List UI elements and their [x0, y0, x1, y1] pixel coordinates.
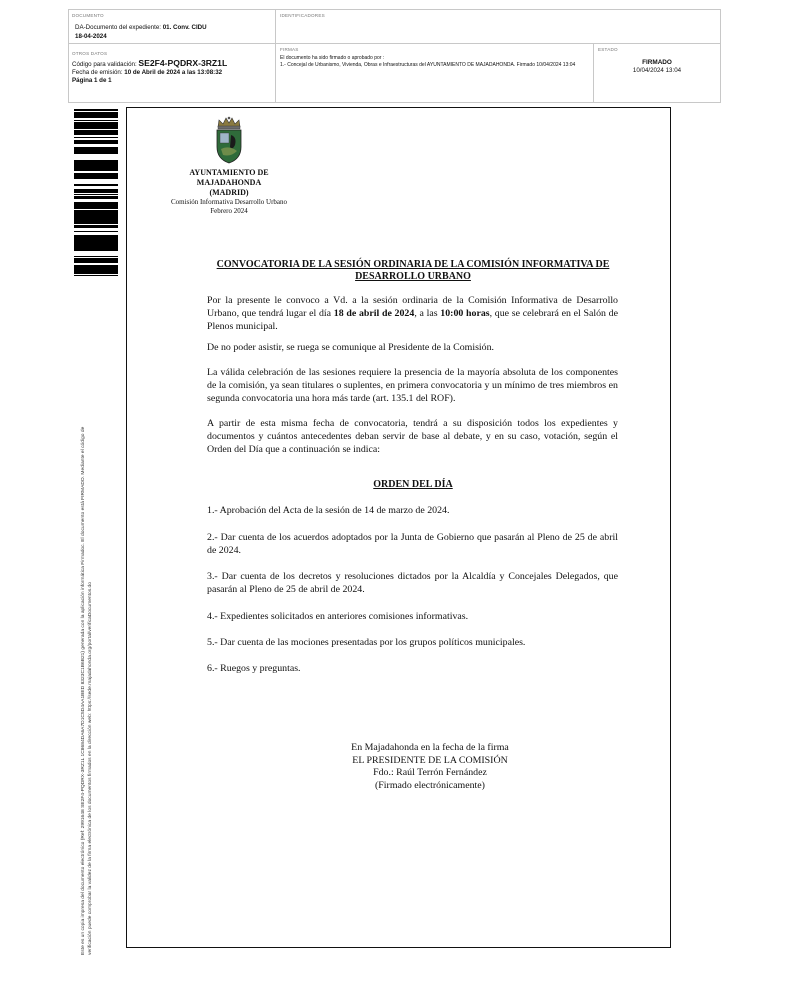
- estado-label: ESTADO: [598, 47, 618, 52]
- documento-cell: [69, 10, 276, 44]
- pagina-value: Página 1 de 1: [72, 77, 112, 84]
- firmas-line1: El documento ha sido firmado o aprobado por :: [280, 55, 385, 61]
- signature-line2: EL PRESIDENTE DE LA COMISIÓN: [352, 754, 508, 766]
- paragraph-4: A partir de esta misma fecha de convocatoria, tendrá a su disposición todos los expedientes y documentos y cuántos antecedentes deban servir de base al debate, y en su caso, votación, según el Orden del Día que a continuación se indica:: [207, 418, 618, 455]
- signature-line4: (Firmado electrónicamente): [375, 779, 485, 791]
- intro-time: 10:00 horas: [440, 307, 490, 319]
- org-date: Febrero 2024: [210, 207, 248, 215]
- documento-line1: DA-Documento del expediente:: [75, 24, 163, 31]
- codigo-value[interactable]: SE2F4-PQDRX-3RZ1L: [138, 58, 228, 68]
- signature-block: [310, 742, 550, 792]
- side-text-line1: Este es un copia impresa del documento electrónico (Ref: 2991648 SE2F4-PQDRX-3RZ1L 1C8684DA6A7D1C5D4AA1BED 8323C1B6B21) generada con la aplicación informática Firmadoc. El documento está FIRMADO. Mediante el código de: [81, 426, 86, 955]
- estado-cell: [594, 44, 720, 102]
- organization-block: [160, 168, 298, 216]
- firmas-label: FIRMAS: [280, 47, 299, 52]
- pagina: [72, 77, 272, 85]
- documento-line1-bold: 01. Conv. CIDU: [162, 24, 207, 31]
- identificadores-label: IDENTIFICADORES: [280, 13, 325, 18]
- otros-datos-cell: [69, 44, 276, 102]
- firmas-cell: [276, 44, 594, 102]
- documento-label: DOCUMENTO: [72, 13, 104, 18]
- signature-line3: Fdo.: Raúl Terrón Fernández: [373, 767, 487, 778]
- coat-of-arms-icon: [213, 115, 245, 165]
- document-frame: [126, 107, 671, 948]
- estado-fecha: 10/04/2024 13:04: [632, 67, 682, 74]
- fecha-emision: [72, 69, 272, 77]
- org-name-2: MAJADAHONDA: [196, 178, 262, 187]
- signature-header-box: [68, 9, 721, 103]
- firmas-text: [280, 55, 589, 68]
- agenda-item-6: 6.- Ruegos y preguntas.: [207, 663, 301, 674]
- agenda-item-4: 4.- Expedientes solicitados en anteriores comisiones informativas.: [207, 611, 469, 622]
- documento-line2: 18-04-2024: [75, 33, 107, 40]
- side-text-line2: verificación puede comprobar la validez de la firma electrónica de los documentos firmados en la dirección web: https://sede.majadahonda.org/portal/verificaDocumentos.do: [88, 582, 93, 955]
- paragraph-2: De no poder asistir, se ruega se comunique al Presidente de la Comisión.: [207, 342, 495, 353]
- codigo-prefix: Código para validación:: [72, 61, 139, 68]
- signature-line1: En Majadahonda en la fecha de la firma: [351, 742, 509, 753]
- otros-datos-label: OTROS DATOS: [72, 51, 108, 56]
- documento-value: [72, 23, 272, 41]
- intro-paragraph: [207, 295, 618, 333]
- agenda-item-3: 3.- Dar cuenta de los decretos y resoluciones dictados por la Alcaldía y Concejales Delegados, que pasarán al Pleno de 25 de abril de 2024.: [207, 571, 618, 595]
- org-name-3: (MADRID): [209, 188, 249, 197]
- intro-part1: Por la presente le convoco a Vd. a la sesión ordinaria de la Comisión Informativa de Desarrollo Urbano, que tendrá lugar el día: [207, 295, 618, 319]
- verification-side-text: [80, 295, 94, 955]
- fecha-value: 10 de Abril de 2024 a las 13:08:32: [124, 69, 223, 76]
- orden-del-dia-title: ORDEN DEL DÍA: [373, 479, 453, 490]
- firmas-line2: 1.- Concejal de Urbanismo, Vivienda, Obras e Infraestructuras del AYUNTAMIENTO DE MAJADAHONDA. Firmado 10/04/2024 13:04: [280, 61, 576, 68]
- org-name-1: AYUNTAMIENTO DE: [189, 168, 269, 177]
- codigo-validacion: [72, 59, 272, 69]
- agenda-item-5: 5.- Dar cuenta de las mociones presentadas por los grupos políticos municipales.: [207, 637, 526, 648]
- fecha-prefix: Fecha de emisión:: [72, 69, 125, 76]
- intro-date: 18 de abril de 2024: [333, 307, 415, 319]
- barcode-image: [74, 108, 118, 276]
- document-title: CONVOCATORIA DE LA SESIÓN ORDINARIA DE LA COMISIÓN INFORMATIVA DE DESARROLLO URBANO: [216, 259, 610, 282]
- org-commission: Comisión Informativa Desarrollo Urbano: [170, 198, 288, 206]
- estado-value: FIRMADO: [642, 59, 672, 66]
- identificadores-cell: [276, 10, 720, 44]
- intro-part2: , a las: [414, 307, 441, 319]
- intro-part3: , que se celebrará en el Salón de Plenos municipal.: [207, 307, 618, 332]
- agenda-item-1: 1.- Aprobación del Acta de la sesión de 14 de marzo de 2024.: [207, 505, 450, 516]
- paragraph-3: La válida celebración de las sesiones requiere la presencia de la mayoría absoluta de los componentes de la comisión, ya sean titulares o suplentes, en primera convocatoria y un mínimo de tres miembros en segunda convocatoria una hora más tarde (art. 135.1 del ROF).: [207, 367, 618, 404]
- agenda-item-2: 2.- Dar cuenta de los acuerdos adoptados por la Junta de Gobierno que pasarán al Pleno de 25 de abril de 2024.: [207, 532, 618, 556]
